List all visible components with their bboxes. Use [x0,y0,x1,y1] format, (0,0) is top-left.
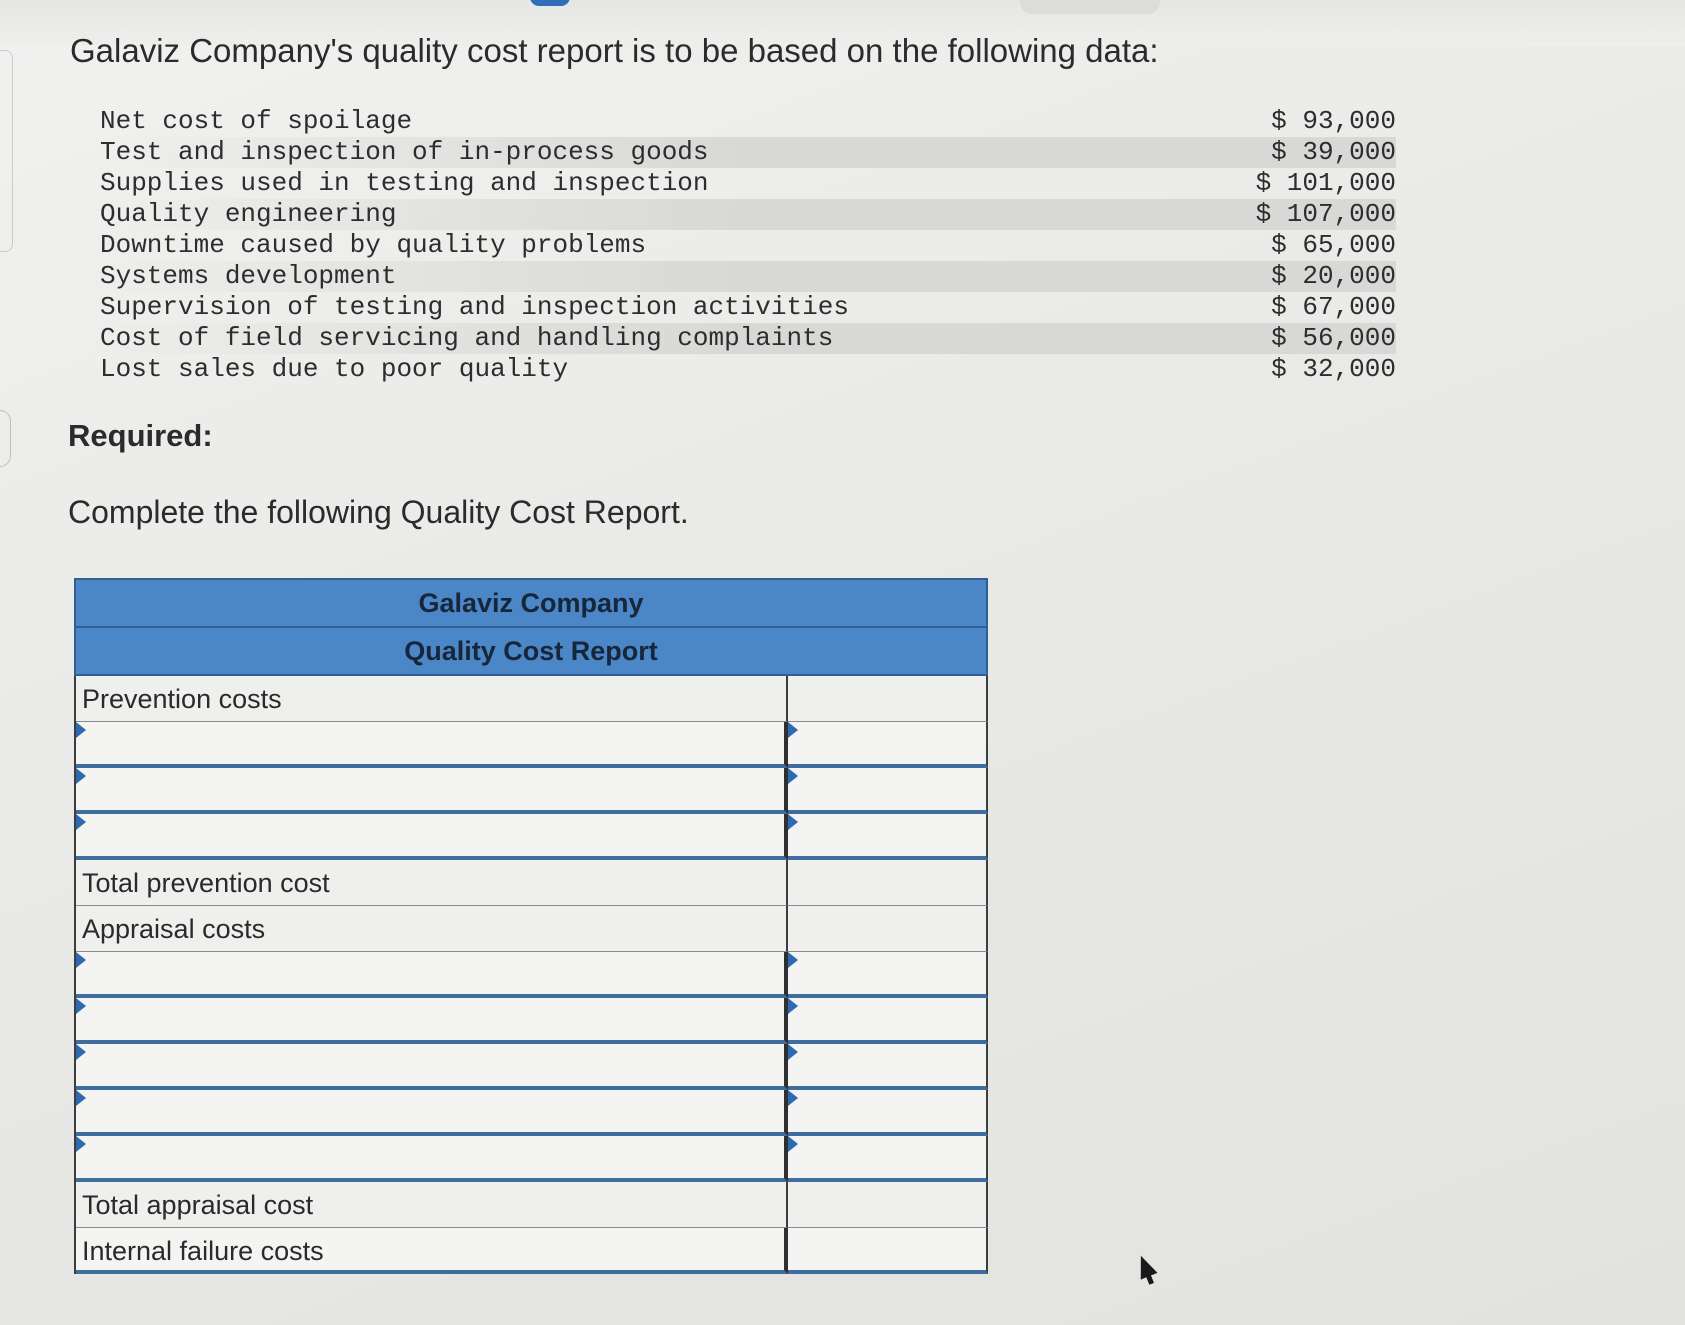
input-marker-icon [788,768,798,784]
prevention-amount-input[interactable] [788,722,988,768]
data-amount: $ 101,000 [1255,168,1396,198]
input-marker-icon [788,1136,798,1152]
appraisal-heading: Appraisal costs [76,906,788,952]
data-amount: $ 93,000 [1271,106,1396,136]
report-company-header: Galaviz Company [74,578,988,627]
appraisal-input-row [74,1044,988,1090]
appraisal-total-label: Total appraisal cost [76,1182,788,1228]
appraisal-item-select[interactable] [76,952,788,998]
top-pill [1020,0,1160,14]
data-amount: $ 32,000 [1271,354,1396,384]
prevention-total-input[interactable] [788,860,988,906]
internal-failure-heading: Internal failure costs [76,1228,788,1274]
appraisal-amount-input[interactable] [788,952,988,998]
prevention-item-select[interactable] [76,722,788,768]
appraisal-input-row [74,1136,988,1182]
data-label: Cost of field servicing and handling complaints [100,323,834,353]
dropdown-marker-icon [76,768,86,784]
left-edge [0,50,13,252]
data-amount: $ 56,000 [1271,323,1396,353]
dropdown-marker-icon [76,1090,86,1106]
appraisal-amount-input[interactable] [788,1136,988,1182]
prevention-total-label: Total prevention cost [76,860,788,906]
input-marker-icon [788,1090,798,1106]
prevention-total-row [74,860,988,906]
appraisal-input-row [74,952,988,998]
input-marker-icon [788,722,798,738]
appraisal-total-input[interactable] [788,1182,988,1228]
appraisal-amount-input[interactable] [788,1044,988,1090]
data-amount: $ 107,000 [1255,199,1396,229]
internal-failure-heading-row [74,1228,988,1274]
prevention-item-select[interactable] [76,814,788,860]
data-label: Lost sales due to poor quality [100,354,569,384]
appraisal-input-row [74,1090,988,1136]
dropdown-marker-icon [76,1044,86,1060]
appraisal-total-row [74,1182,988,1228]
prevention-input-row [74,814,988,860]
appraisal-item-select[interactable] [76,1090,788,1136]
appraisal-item-select[interactable] [76,998,788,1044]
data-label: Supervision of testing and inspection activities [100,292,849,322]
data-amount: $ 20,000 [1271,261,1396,291]
question-intro: Galaviz Company's quality cost report is to be based on the following data: [70,32,1159,69]
dropdown-marker-icon [76,722,86,738]
data-label: Test and inspection of in-process goods [100,137,709,167]
report-title-header: Quality Cost Report [74,627,988,676]
appraisal-amount-input[interactable] [788,1090,988,1136]
dropdown-marker-icon [76,814,86,830]
data-row [96,230,1396,261]
input-marker-icon [788,952,798,968]
instruction-text: Complete the following Quality Cost Report. [68,494,689,530]
dropdown-marker-icon [76,1136,86,1152]
dropdown-marker-icon [76,952,86,968]
data-row [96,168,1396,199]
data-row [96,137,1396,168]
appraisal-heading-row [74,906,988,952]
data-label: Downtime caused by quality problems [100,230,647,260]
top-indicator [530,0,570,6]
data-label: Quality engineering [100,199,397,229]
dropdown-marker-icon [76,998,86,1014]
input-marker-icon [788,998,798,1014]
data-row [96,106,1396,137]
prevention-input-row [74,768,988,814]
cost-data-list [96,106,1396,385]
prevention-input-row [74,722,988,768]
data-row [96,323,1396,354]
mouse-cursor-icon [1133,1252,1158,1279]
data-label: Systems development [100,261,397,291]
prevention-heading-row [74,676,988,722]
data-label: Supplies used in testing and inspection [100,168,709,198]
data-amount: $ 65,000 [1271,230,1396,260]
data-row [96,354,1396,385]
appraisal-item-select[interactable] [76,1136,788,1182]
data-row [96,199,1396,230]
appraisal-heading-amount [788,906,988,952]
input-marker-icon [788,814,798,830]
prevention-item-select[interactable] [76,768,788,814]
prevention-amount-input[interactable] [788,768,988,814]
appraisal-input-row [74,998,988,1044]
input-marker-icon [788,1044,798,1060]
quality-cost-report [74,578,988,1274]
prevention-heading-amount [788,676,988,722]
required-heading: Required: [68,418,213,453]
prevention-amount-input[interactable] [788,814,988,860]
left-edge-tab [0,410,11,467]
appraisal-item-select[interactable] [76,1044,788,1090]
data-row [96,292,1396,323]
data-amount: $ 39,000 [1271,137,1396,167]
data-row [96,261,1396,292]
data-amount: $ 67,000 [1271,292,1396,322]
data-label: Net cost of spoilage [100,106,413,136]
appraisal-amount-input[interactable] [788,998,988,1044]
internal-failure-heading-amount [788,1228,988,1274]
prevention-heading: Prevention costs [76,676,788,722]
